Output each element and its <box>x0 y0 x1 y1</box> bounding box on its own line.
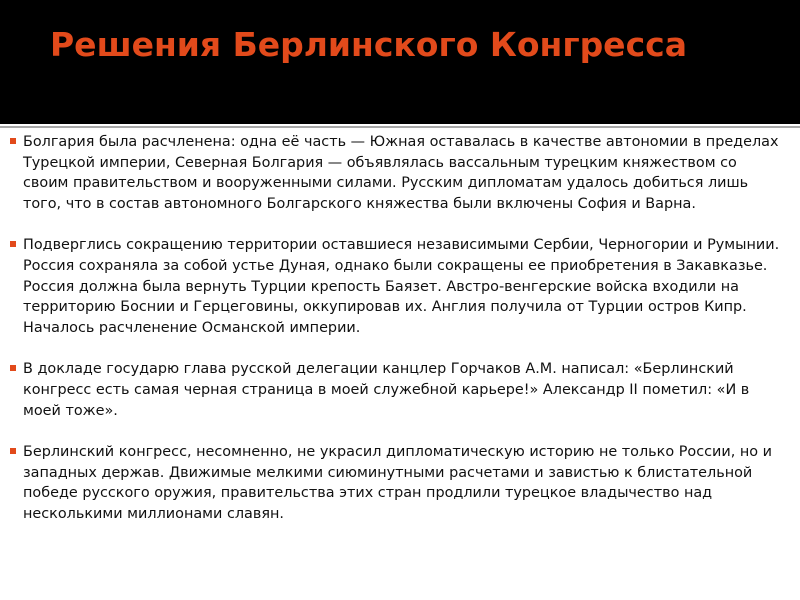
square-bullet-icon <box>10 365 16 371</box>
title-divider <box>0 126 800 128</box>
square-bullet-icon <box>10 448 16 454</box>
bullet-item-territories <box>10 235 785 338</box>
square-bullet-icon <box>10 138 16 144</box>
bullet-item-bulgaria <box>10 132 785 214</box>
bullet-list <box>10 132 785 546</box>
bullet-text: Подверглись сокращению территории оставшиеся независимыми Сербии, Черногории и Румынии. Россия сохраняла за собой устье Дуная, однако были сокращены ее приобретения в Закавказье. Россия должна была вернуть Турции крепость Баязет. Австро-венгерские войска входили на территорию Боснии и Герцеговины, оккупировав их. Англия получила от Турции остров Кипр. Началось расчленение Османской империи. <box>23 237 780 336</box>
bullet-text: Болгария была расчленена: одна её часть — Южная оставалась в качестве автономии в пределах Турецкой империи, Северная Болгария — объявлялась вассальным турецким княжеством со своим правительством и вооруженными силами. Русским дипломатам удалось добиться лишь того, что в состав автономного Болгарского княжества были включены София и Варна. <box>23 134 779 212</box>
bullet-item-conclusion <box>10 442 785 524</box>
square-bullet-icon <box>10 241 16 247</box>
slide-title: Решения Берлинского Конгресса <box>50 25 687 64</box>
bullet-item-gorchakov <box>10 359 785 421</box>
bullet-text: В докладе государю глава русской делегации канцлер Горчаков А.М. написал: «Берлинский конгресс есть самая черная страница в моей служебной карьере!» Александр II пометил: «И в моей тоже». <box>23 361 750 419</box>
title-band <box>0 0 800 124</box>
bullet-text: Берлинский конгресс, несомненно, не украсил дипломатическую историю не только России, но и западных держав. Движимые мелкими сиюминутными расчетами и завистью к блистательной победе русского оружия, правительства этих стран продлили турецкое владычество над несколькими миллионами славян. <box>23 444 773 522</box>
